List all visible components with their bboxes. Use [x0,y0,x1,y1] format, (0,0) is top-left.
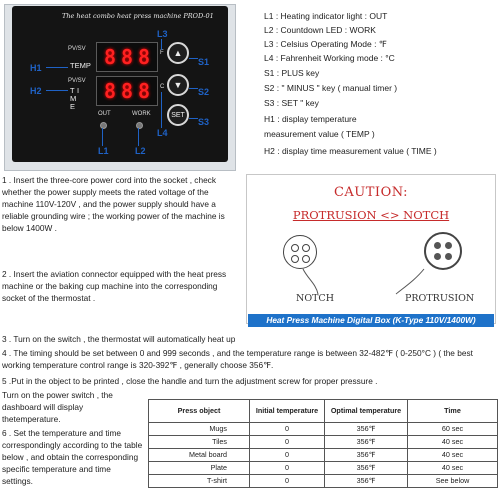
cell-initial: 0 [250,449,325,462]
callout-l3-line [161,39,162,50]
notch-label: NOTCH [296,293,334,304]
cell-object: Mugs [149,423,250,436]
table-row [149,449,498,462]
legend-s2: S2 : " MINUS " key ( manual timer ) [264,83,398,93]
header-optimal-temperature: Optimal temperature [325,400,408,423]
time-digit-1: 8 [103,78,117,103]
set-button-label: SET [171,111,185,119]
caution-subtitle: PROTRUSION <> NOTCH [292,208,450,222]
callout-l1-line [102,128,103,146]
cell-optimal: 356℉ [325,449,408,462]
callout-s1: S1 [198,57,210,67]
cell-initial: 0 [250,475,325,488]
plus-button[interactable] [167,42,189,64]
panel-title: The heat combo heat press machine PROD-01 [62,12,214,20]
notch-arrow-icon [303,269,318,294]
label-pv-sv-top: PV/SV [68,46,86,52]
legend-l1: L1 : Heating indicator light : OUT [264,11,388,21]
callout-h2-line [46,90,68,91]
set-button[interactable] [167,104,189,126]
callout-l2-line [138,128,139,146]
minus-icon: ▼ [173,80,183,90]
label-time-e: E [70,102,76,111]
callout-h2: H2 [30,86,42,96]
cell-time: 40 sec [408,436,498,449]
callout-s2-line [189,88,198,89]
label-out: OUT [98,111,111,117]
instruction-step-3: 3 . Turn on the switch , the thermostat will automatically heat up [2,334,236,344]
label-c: C [160,84,165,90]
callout-h1-line [46,67,68,68]
table-row [149,436,498,449]
time-display [96,76,158,106]
cell-object: Plate [149,462,250,475]
label-time-m: M [70,94,77,103]
callout-s3: S3 [198,117,210,127]
table-header-row [149,400,498,423]
cell-optimal: 356℉ [325,475,408,488]
instruction-step-1: 1 . Insert the three-core power cord into the socket , check whether the power supply meets the rated voltage of the machine 110V-120V , and the power supply should have a reliable grounding wire ; the working power of the machine is below 1400W . [2,175,225,234]
legend-h1-cont: measurement value ( TEMP ) [264,129,375,139]
instruction-step-4: 4 . The timing should be set between 0 and 999 seconds , and the temperature range is between 32-482℉ ( 0-250°C ) ( the best working temperature control range is 320-392℉ , generally choose 356℉. [2,348,473,371]
time-digit-3: 8 [137,78,151,103]
legend-l4: L4 : Fahrenheit Working mode : °C [264,53,395,63]
legend-s3: S3 : SET " key [264,98,319,108]
callout-s3-line [189,118,198,119]
cell-optimal: 356℉ [325,436,408,449]
legend-h2: H2 : display time measurement value ( TIME ) [264,146,437,156]
cell-object: Metal board [149,449,250,462]
time-digit-2: 8 [120,78,134,103]
label-time-i: I [77,86,80,95]
cell-initial: 0 [250,436,325,449]
header-press-object: Press object [149,400,250,423]
cell-object: T-shirt [149,475,250,488]
minus-button[interactable] [167,74,189,96]
instruction-step-6: 6 . Set the temperature and time correspondingly according to the table below , and obtain the corresponding specific temperature and time settings. [2,428,143,487]
press-settings-table [148,399,498,488]
instruction-step-2: 2 . Insert the aviation connector equipped with the heat press machine or the baking cup machine into the corresponding socket of the thermostat . [2,269,227,304]
cell-initial: 0 [250,423,325,436]
label-pv-sv-bottom: PV/SV [68,78,86,84]
cell-time: 40 sec [408,449,498,462]
header-initial-temperature: Initial temperature [250,400,325,423]
cell-time: 40 sec [408,462,498,475]
temp-digit-2: 8 [120,44,134,69]
table-row [149,475,498,488]
cell-object: Tiles [149,436,250,449]
cell-time: 60 sec [408,423,498,436]
legend-l3: L3 : Celsius Operating Mode : ℉ [264,39,387,49]
plus-icon: ▲ [173,48,183,58]
legend-l2: L2 : Countdown LED : WORK [264,25,376,35]
legend-h1: H1 : display temperature [264,114,357,124]
cell-initial: 0 [250,462,325,475]
cell-time: See below [408,475,498,488]
header-time: Time [408,400,498,423]
caution-title: CAUTION: [333,185,409,200]
temperature-display [96,42,158,72]
protrusion-label: PROTRUSION [405,293,475,304]
callout-l4-line [161,92,162,128]
temp-digit-1: 8 [103,44,117,69]
callout-h1: H1 [30,63,42,73]
product-banner: Heat Press Machine Digital Box (K-Type 110V/1400W) [248,314,494,327]
label-f: F [160,50,164,56]
table-row [149,462,498,475]
callout-s1-line [189,58,198,59]
instruction-step-5: 5 .Put in the object to be printed , close the handle and turn the adjustment screw for proper pressure . [2,376,378,386]
callout-l3: L3 [157,29,168,39]
label-work: WORK [132,111,151,117]
callout-s2: S2 [198,87,210,97]
callout-l1: L1 [98,146,109,156]
protrusion-arrow-icon [396,269,424,294]
callout-l2: L2 [135,146,146,156]
table-row [149,423,498,436]
instruction-step-5b: Turn on the power switch , the dashboard will display thetemperature. [2,390,113,425]
cell-optimal: 356℉ [325,423,408,436]
cell-optimal: 356℉ [325,462,408,475]
label-time-t: T [70,86,75,95]
temp-digit-3: 8 [137,44,151,69]
callout-l4: L4 [157,128,168,138]
legend-s1: S1 : PLUS key [264,68,320,78]
label-temp: TEMP [70,61,91,70]
